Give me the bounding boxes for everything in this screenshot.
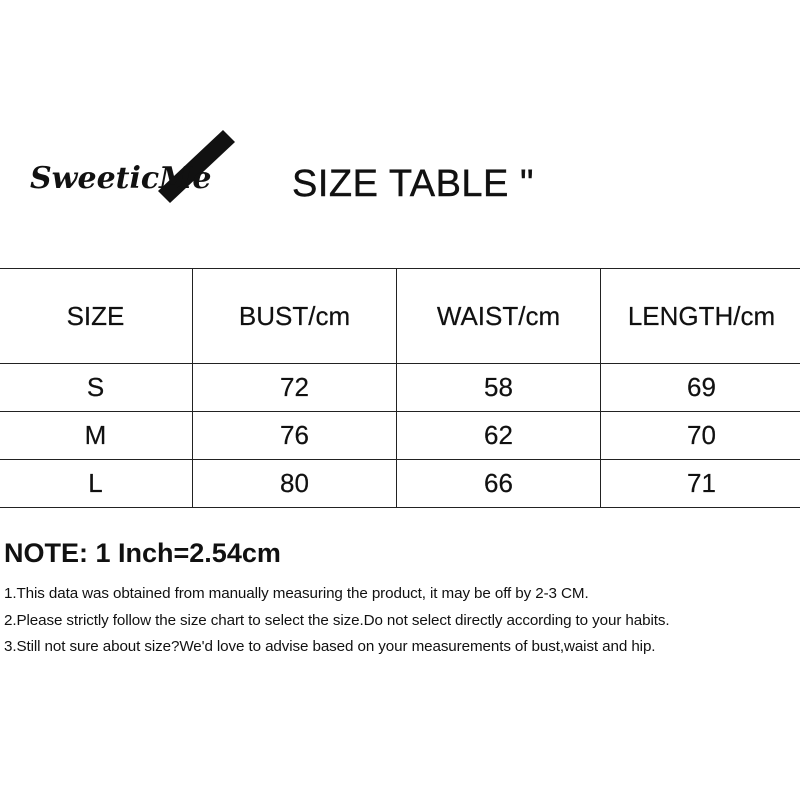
column-header-length: LENGTH/cm (601, 269, 800, 364)
note-title: NOTE: 1 Inch=2.54cm (4, 538, 281, 568)
note-item: 3.Still not sure about size?We'd love to advise based on your measurements of bust,waist and hip. (4, 638, 656, 655)
cell-length: 69 (601, 364, 800, 412)
svg-text:SweeticMe: SweeticMe (30, 161, 212, 196)
cell-size: S (0, 364, 193, 412)
note-item: 2.Please strictly follow the size chart to select the size.Do not select directly according to your habits. (4, 611, 670, 629)
column-header-waist: WAIST/cm (397, 269, 601, 364)
cell-bust: 72 (193, 364, 397, 412)
column-header-bust: BUST/cm (193, 269, 397, 364)
page-title: SIZE TABLE " (292, 163, 534, 205)
note-list (4, 581, 669, 661)
cell-bust: 76 (193, 412, 397, 460)
table-row (0, 412, 800, 460)
cell-length: 70 (601, 412, 800, 460)
cell-bust: 80 (193, 460, 397, 508)
cell-waist: 62 (397, 412, 601, 460)
column-header-size: SIZE (0, 269, 193, 364)
cell-waist: 58 (397, 364, 601, 412)
size-table (0, 268, 800, 508)
cell-size: M (0, 412, 193, 460)
table-row (0, 364, 800, 412)
table-row (0, 460, 800, 508)
brand-logo (28, 128, 243, 203)
note-item: 1.This data was obtained from manually measuring the product, it may be off by 2-3 CM. (4, 585, 589, 602)
cell-size: L (0, 460, 193, 508)
cell-length: 71 (601, 460, 800, 508)
table-header-row (0, 269, 800, 364)
cell-waist: 66 (397, 460, 601, 508)
